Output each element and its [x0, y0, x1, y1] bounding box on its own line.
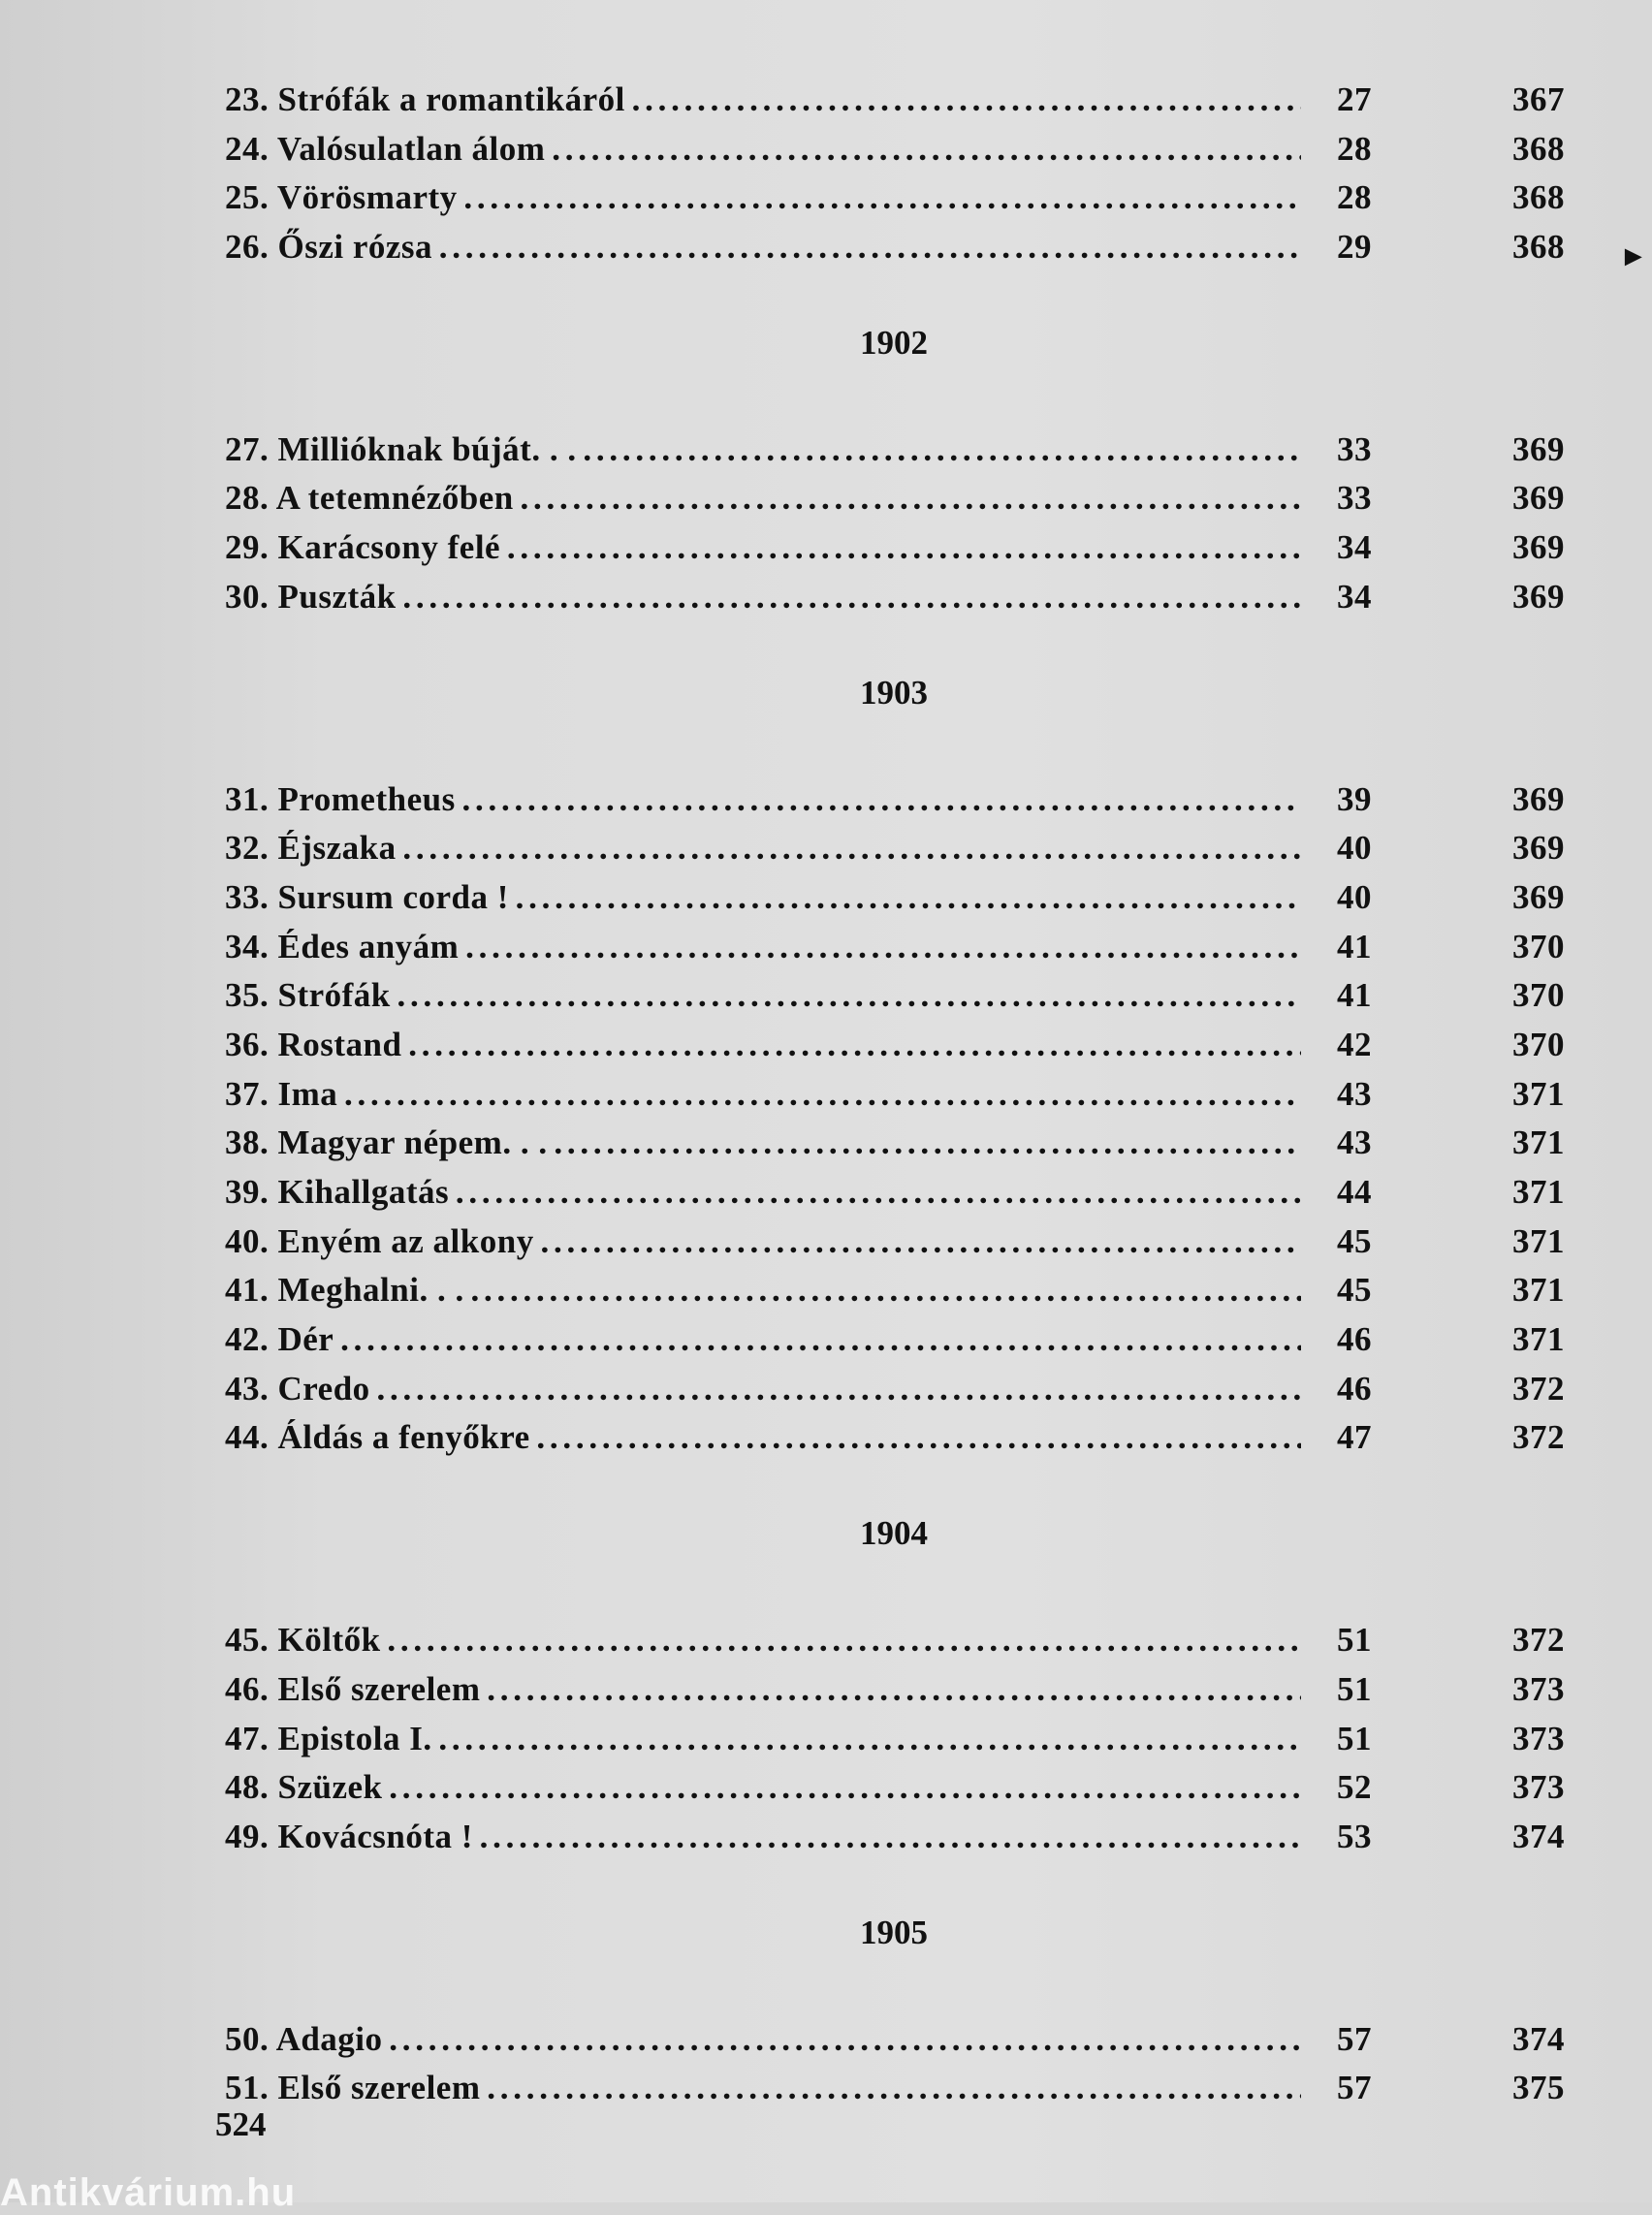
entry-title-text: 43. Credo — [225, 1369, 370, 1408]
entry-title — [225, 1119, 1301, 1168]
entry-notes-page-number: 373 — [1512, 1719, 1565, 1757]
toc-entry — [225, 775, 1563, 825]
entry-page-number: 34 — [1337, 528, 1372, 567]
entry-page-number: 34 — [1337, 577, 1372, 616]
entry-notes-page-number: 369 — [1512, 779, 1565, 818]
year-heading: 1905 — [860, 1913, 928, 1951]
entry-title — [225, 1813, 1301, 1862]
entry-page-number: 47 — [1337, 1418, 1372, 1457]
toc-entry — [225, 223, 1563, 272]
entry-title-text: 42. Dér — [225, 1320, 334, 1359]
entry-notes-page-number: 370 — [1512, 927, 1565, 965]
section-gap — [225, 272, 1563, 319]
year-heading: 1903 — [860, 673, 928, 712]
entry-title-text: 41. Meghalni. . . — [225, 1271, 464, 1310]
entry-title — [225, 474, 1301, 523]
toc-entry — [225, 1266, 1563, 1315]
entry-page-number: 43 — [1337, 1074, 1372, 1113]
entry-title-text: 49. Kovácsnóta ! — [225, 1817, 473, 1855]
entry-title-text: 38. Magyar népem. . . — [225, 1123, 548, 1162]
entry-title — [225, 426, 1301, 475]
toc-entry — [225, 873, 1563, 923]
entry-notes-page-number: 374 — [1512, 1817, 1565, 1855]
entry-title — [225, 523, 1301, 573]
entry-title-text: 28. A tetemnézőben — [225, 479, 514, 518]
section-gap — [225, 717, 1563, 775]
section-gap — [225, 1463, 1563, 1509]
entry-notes-page-number: 372 — [1512, 1621, 1565, 1660]
toc-entry — [225, 1315, 1563, 1365]
entry-page-number: 45 — [1337, 1271, 1372, 1310]
entry-title-text: 37. Ima — [225, 1074, 338, 1113]
watermark: Antikvárium.hu — [0, 2171, 297, 2214]
entry-page-number: 43 — [1337, 1123, 1372, 1162]
entry-page-number: 27 — [1337, 80, 1372, 118]
entry-page-number: 51 — [1337, 1669, 1372, 1708]
entry-title-text: 29. Karácsony felé — [225, 528, 501, 567]
entry-notes-page-number: 370 — [1512, 976, 1565, 1015]
toc-entry — [225, 2015, 1563, 2065]
entry-title — [225, 2064, 1301, 2113]
toc-entry — [225, 1168, 1563, 1218]
entry-title-text: 46. Első szerelem — [225, 1669, 481, 1708]
entry-title — [225, 76, 1301, 125]
toc-entry — [225, 1365, 1563, 1414]
entry-title-text: 24. Valósulatlan álom — [225, 129, 546, 168]
toc-entry — [225, 474, 1563, 523]
entry-title-text: 40. Enyém az alkony — [225, 1221, 534, 1260]
toc-entry — [225, 1021, 1563, 1070]
toc-entry — [225, 523, 1563, 573]
entry-notes-page-number: 371 — [1512, 1074, 1565, 1113]
entry-title — [225, 2015, 1301, 2065]
toc-entry — [225, 426, 1563, 475]
entry-title-text: 47. Epistola I. — [225, 1719, 432, 1757]
entry-notes-page-number: 368 — [1512, 228, 1565, 267]
margin-mark-icon: ► — [1619, 240, 1648, 272]
entry-title-text: 36. Rostand — [225, 1025, 402, 1063]
section-gap — [225, 1862, 1563, 1909]
entry-page-number: 39 — [1337, 779, 1372, 818]
entry-page-number: 51 — [1337, 1719, 1372, 1757]
toc-entry — [225, 1715, 1563, 1764]
entry-notes-page-number: 374 — [1512, 2019, 1565, 2058]
entry-title — [225, 775, 1301, 825]
entry-notes-page-number: 369 — [1512, 877, 1565, 916]
entry-title-text: 23. Strófák a romantikáról — [225, 80, 625, 118]
toc-entry — [225, 573, 1563, 622]
entry-page-number: 28 — [1337, 178, 1372, 217]
entry-title-text: 31. Prometheus — [225, 779, 456, 818]
toc-entry — [225, 1616, 1563, 1665]
entry-page-number: 40 — [1337, 829, 1372, 868]
entry-title — [225, 923, 1301, 972]
entry-title-text: 45. Költők — [225, 1621, 381, 1660]
entry-page-number: 40 — [1337, 877, 1372, 916]
toc-entry — [225, 1665, 1563, 1715]
entry-notes-page-number: 369 — [1512, 479, 1565, 518]
entry-title — [225, 824, 1301, 873]
entry-page-number: 44 — [1337, 1173, 1372, 1211]
entry-notes-page-number: 372 — [1512, 1369, 1565, 1408]
entry-title — [225, 223, 1301, 272]
entry-title — [225, 1763, 1301, 1813]
entry-title — [225, 1715, 1301, 1764]
entry-title — [225, 1021, 1301, 1070]
entry-title-text: 34. Édes anyám — [225, 927, 460, 965]
entry-page-number: 33 — [1337, 429, 1372, 468]
entry-page-number: 41 — [1337, 976, 1372, 1015]
toc-entry — [225, 1218, 1563, 1267]
entry-page-number: 53 — [1337, 1817, 1372, 1855]
year-heading: 1902 — [860, 323, 928, 362]
entry-title — [225, 1413, 1301, 1463]
entry-page-number: 45 — [1337, 1221, 1372, 1260]
entry-notes-page-number: 375 — [1512, 2069, 1565, 2107]
entry-title — [225, 1365, 1301, 1414]
toc-entry — [225, 174, 1563, 223]
year-heading: 1904 — [860, 1514, 928, 1553]
entry-title — [225, 1616, 1301, 1665]
entry-title-text: 27. Millióknak búját. . . — [225, 429, 577, 468]
entry-title — [225, 971, 1301, 1021]
entry-notes-page-number: 369 — [1512, 528, 1565, 567]
entry-title — [225, 873, 1301, 923]
entry-title-text: 33. Sursum corda ! — [225, 877, 509, 916]
entry-title-text: 26. Őszi rózsa — [225, 228, 433, 267]
entry-page-number: 46 — [1337, 1320, 1372, 1359]
page-number: 524 — [215, 2105, 267, 2143]
toc-entry — [225, 1763, 1563, 1813]
entry-notes-page-number: 371 — [1512, 1221, 1565, 1260]
entry-page-number: 28 — [1337, 129, 1372, 168]
entry-title-text: 32. Éjszaka — [225, 829, 397, 868]
entry-title — [225, 125, 1301, 174]
entry-notes-page-number: 373 — [1512, 1669, 1565, 1708]
entry-page-number: 42 — [1337, 1025, 1372, 1063]
entry-notes-page-number: 369 — [1512, 829, 1565, 868]
entry-notes-page-number: 368 — [1512, 178, 1565, 217]
entry-title-text: 39. Kihallgatás — [225, 1173, 450, 1211]
entry-notes-page-number: 369 — [1512, 577, 1565, 616]
entry-title — [225, 174, 1301, 223]
entry-notes-page-number: 369 — [1512, 429, 1565, 468]
entry-title-text: 25. Vörösmarty — [225, 178, 458, 217]
table-of-contents — [225, 76, 1563, 2113]
entry-notes-page-number: 371 — [1512, 1271, 1565, 1310]
entry-page-number: 46 — [1337, 1369, 1372, 1408]
toc-entry — [225, 923, 1563, 972]
entry-title — [225, 1315, 1301, 1365]
entry-page-number: 41 — [1337, 927, 1372, 965]
entry-notes-page-number: 372 — [1512, 1418, 1565, 1457]
section-gap — [225, 1957, 1563, 2015]
entry-notes-page-number: 367 — [1512, 80, 1565, 118]
entry-title — [225, 1218, 1301, 1267]
section-gap — [225, 1558, 1563, 1616]
toc-entry — [225, 1070, 1563, 1120]
entry-notes-page-number: 371 — [1512, 1123, 1565, 1162]
section-gap — [225, 367, 1563, 426]
toc-entry — [225, 125, 1563, 174]
entry-title-text: 48. Szüzek — [225, 1768, 383, 1807]
entry-title-text: 44. Áldás a fenyőkre — [225, 1418, 530, 1457]
entry-title — [225, 1168, 1301, 1218]
entry-title-text: 35. Strófák — [225, 976, 391, 1015]
entry-notes-page-number: 368 — [1512, 129, 1565, 168]
entry-title — [225, 1665, 1301, 1715]
toc-entry — [225, 1119, 1563, 1168]
entry-title-text: 30. Puszták — [225, 577, 397, 616]
entry-title — [225, 1070, 1301, 1120]
entry-page-number: 52 — [1337, 1768, 1372, 1807]
entry-title-text: 51. Első szerelem — [225, 2069, 481, 2107]
entry-notes-page-number: 371 — [1512, 1173, 1565, 1211]
entry-page-number: 57 — [1337, 2069, 1372, 2107]
entry-title-text: 50. Adagio — [225, 2019, 383, 2058]
toc-entry — [225, 824, 1563, 873]
section-gap — [225, 622, 1563, 669]
entry-title — [225, 573, 1301, 622]
entry-notes-page-number: 373 — [1512, 1768, 1565, 1807]
toc-entry — [225, 76, 1563, 125]
toc-entry — [225, 971, 1563, 1021]
toc-entry — [225, 1813, 1563, 1862]
entry-page-number: 51 — [1337, 1621, 1372, 1660]
entry-page-number: 57 — [1337, 2019, 1372, 2058]
entry-page-number: 33 — [1337, 479, 1372, 518]
entry-title — [225, 1266, 1301, 1315]
entry-notes-page-number: 371 — [1512, 1320, 1565, 1359]
toc-entry — [225, 2064, 1563, 2113]
entry-notes-page-number: 370 — [1512, 1025, 1565, 1063]
entry-page-number: 29 — [1337, 228, 1372, 267]
toc-entry — [225, 1413, 1563, 1463]
